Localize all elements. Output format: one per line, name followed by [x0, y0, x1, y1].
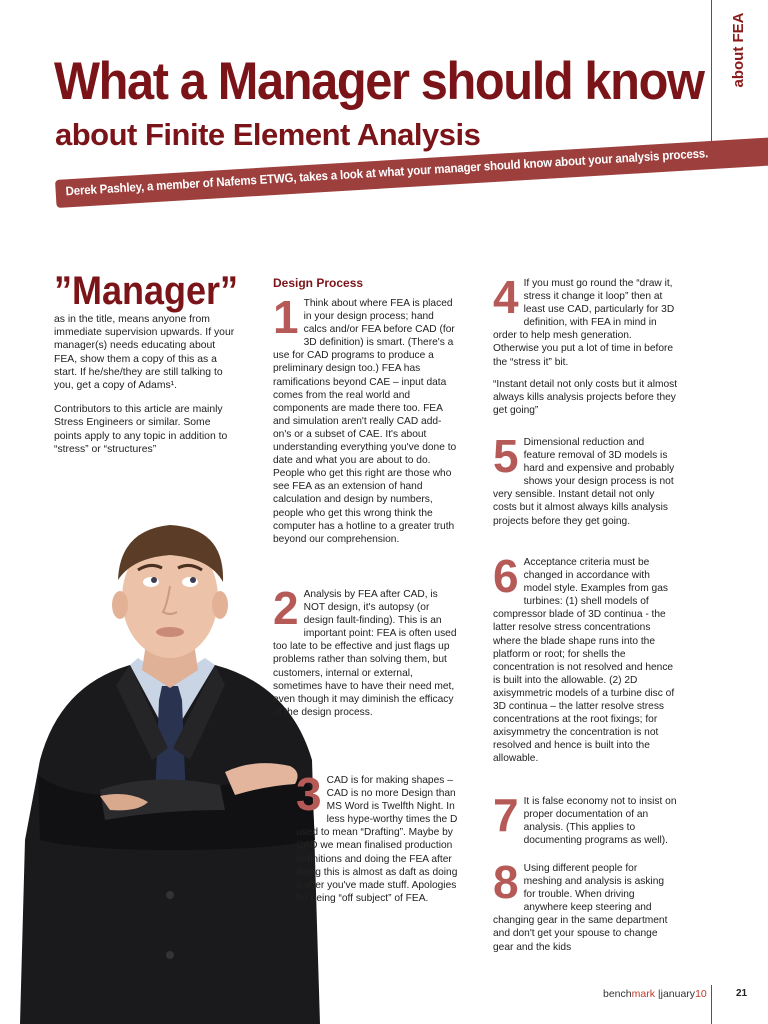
brand-bench: bench: [603, 988, 632, 1000]
list-item: [493, 856, 678, 954]
footer-rule: [711, 985, 712, 1024]
list-item: [273, 291, 458, 546]
issue-year: 10: [695, 988, 707, 1000]
issue-month: january: [660, 988, 696, 1000]
brand-mark: mark: [631, 988, 655, 1000]
list-item: [493, 789, 678, 847]
item-text: Think about where FEA is placed in your design process; hand calcs and/or FEA before CAD (for 3D definition) is smart. (There's a use for CAD programs to produce a preliminary design too.) FEA has ramifications beyond CAE – input data comes from the real world and components are made there too. FEA and simulation aren't really CAD add-on's or a subset of CAE. It's about understanding everything you've done to date and what you are about to do. People who get this right are those who see FEA as an extension of hand calculation and design by numbers, people who get this wrong think the computer has a hotline to a greater truth beyond our comprehension.: [273, 298, 457, 545]
item-text: CAD is for making shapes – CAD is no more Design than MS Word is Twelfth Night. In less hype-worthy times the D used to mean “Drafting”. Maybe by CAD we mean finalised production definitions and doing the FEA after doing this is almost as daft as doing it after you've made stuff. Apologies for being “off subject” of FEA.: [296, 775, 458, 904]
item-number: 6: [493, 550, 519, 602]
item-number: 4: [493, 271, 519, 323]
article-subtitle: about Finite Element Analysis: [55, 117, 481, 152]
intro-paragraph: Contributors to this article are mainly Stress Engineers or similar. Some points apply to any topic in addition to “stress” or “structures”: [54, 404, 228, 455]
item-text: If you must go round the “draw it, stress it change it loop” then at least use CAD, particularly for 3D definition, with FEA in mind in order to help mesh generation. Otherwise you put a lot of time in before the “stress it” bit.: [493, 278, 675, 368]
side-rule: [711, 0, 712, 160]
item-number: 1: [273, 291, 299, 343]
item-number: 3: [296, 768, 322, 820]
intro-column: [54, 313, 239, 467]
item-text: It is false economy not to insist on proper documentation of an analysis. (This applies to documenting programs as well).: [523, 796, 677, 847]
page-number: 21: [736, 988, 748, 999]
list-item: [296, 768, 458, 905]
item-text: Acceptance criteria must be changed in accordance with model style. Examples from gas turbines: (1) shell models of compressor blade of 3D continua - the latter resolve stress concentrations where the blade shape runs into the platform or root; for shells the concentration is not resolved and hence is built into the allowable. (2) 2D axisymmetric models of a turbine disc of 3D continua – the latter resolve stress concentrations at the root fixings; for axisymmetry the concentration is not resolved and hence is built into the allowable.: [493, 557, 675, 765]
list-item: [273, 582, 458, 719]
section-heading: Design Process: [273, 276, 364, 290]
section-tag: about FEA: [730, 12, 747, 88]
intro-heading: ”Manager”: [54, 269, 239, 313]
footer-separator: |: [654, 988, 661, 1000]
footer-masthead: [603, 988, 707, 1000]
item-number: 2: [273, 582, 299, 634]
item-text: Dimensional reduction and feature removal of 3D models is hard and expensive and probably shows your design process is not very sensible. Instant detail not only costs but it almost always kills analysis projects before they get going.: [493, 437, 675, 527]
item-text: Analysis by FEA after CAD, is NOT design, it's autopsy (or design fault-finding). This is an important point: FEA is often used too late to be effective and just flags up problems rather than solving them, but customers, internal or external, sometimes have to have their need met, even though it may diminish the efficacy of the design process.: [273, 589, 457, 718]
standfirst-text: Derek Pashley, a member of Nafems ETWG, takes a look at what your manager should know about your analysis process.: [65, 146, 709, 199]
intro-paragraph: as in the title, means anyone from immediate supervision upwards. If your manager(s) needs educating about FEA, show them a copy of this as a start. If he/she/they are still talking to you, get a copy of Adams¹.: [54, 314, 235, 392]
list-item: [493, 271, 678, 417]
item-number: 5: [493, 430, 519, 482]
item-number: 7: [493, 789, 519, 841]
item-text: Using different people for meshing and analysis is asking for trouble. When driving anywhere keep steering and changing gear in the same department and don't get your spouse to change gear and the kids: [493, 863, 668, 953]
article-title: What a Manager should know: [54, 52, 704, 111]
item-number: 8: [493, 856, 519, 908]
list-item: [493, 550, 678, 766]
list-item: [493, 430, 678, 528]
pull-quote: “Instant detail not only costs but it almost always kills analysis projects before they get going”: [493, 378, 678, 416]
